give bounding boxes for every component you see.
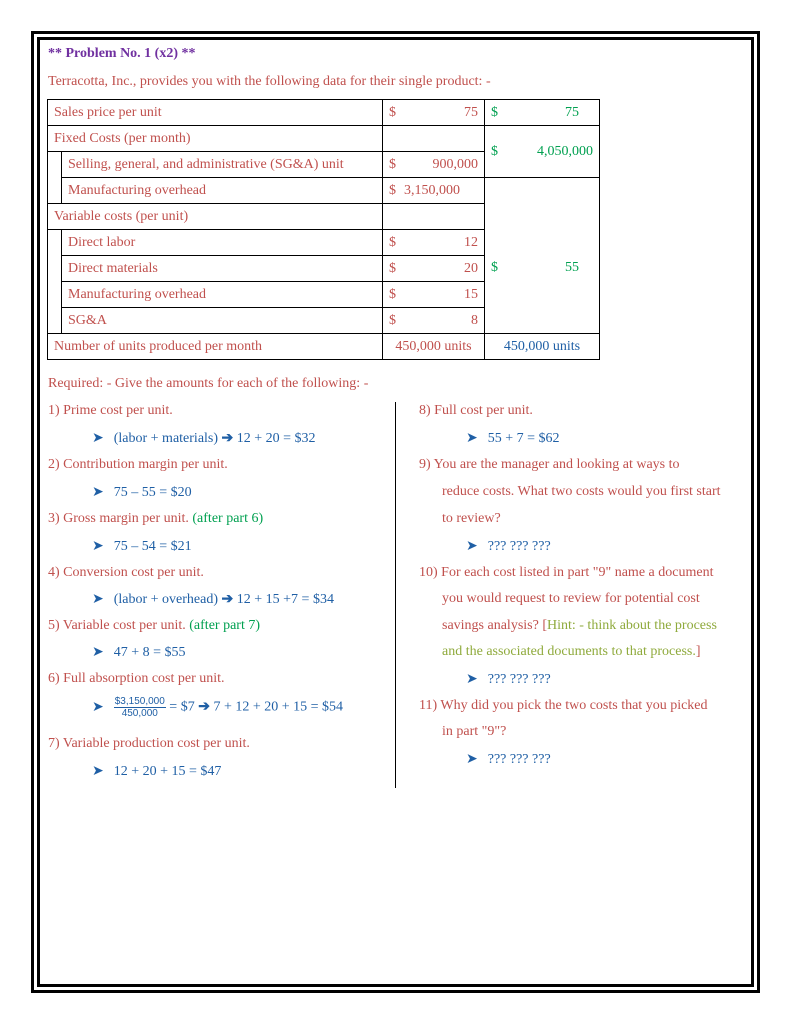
answer-11-text: ??? ??? ??? xyxy=(487,752,551,767)
direct-labor-value: 12 xyxy=(464,234,478,250)
sga-fixed-value: 900,000 xyxy=(432,156,478,172)
answer-2-text: 75 – 55 = $20 xyxy=(113,485,192,500)
currency: $ xyxy=(491,260,498,276)
right-arrow-icon: ➔ xyxy=(198,699,210,715)
units-total: 450,000 units xyxy=(485,334,600,360)
sga-fixed-label: Selling, general, and administrative (SG&A) unit xyxy=(62,152,383,178)
question-11-line-2: in part "9"? xyxy=(442,724,507,739)
mfg-fixed-value: 3,150,000 xyxy=(404,182,460,198)
sales-price-value: 75 xyxy=(464,104,478,120)
question-5-text: 5) Variable cost per unit. xyxy=(48,618,186,633)
fraction-denominator: 450,000 xyxy=(121,708,158,719)
fraction-numerator: $3,150,000 xyxy=(114,696,165,707)
table-row xyxy=(48,100,600,126)
answer-9-text: ??? ??? ??? xyxy=(487,539,551,554)
problem-title: ** Problem No. 1 (x2) ** xyxy=(48,46,196,61)
question-3-note: (after part 6) xyxy=(192,511,264,526)
mfg-variable-label: Manufacturing overhead xyxy=(62,282,383,308)
table-row xyxy=(48,178,600,204)
answer-10 xyxy=(466,671,551,688)
question-3 xyxy=(48,511,263,527)
answer-6-result: 7 + 12 + 20 + 15 = $54 xyxy=(213,699,344,715)
currency: $ xyxy=(389,312,396,328)
question-10-line-2: you would request to review for potential cost xyxy=(442,591,700,606)
cost-data-table xyxy=(47,99,600,360)
answer-8-text: 55 + 7 = $62 xyxy=(487,431,560,446)
answer-3-text: 75 – 54 = $21 xyxy=(113,539,192,554)
question-6: 6) Full absorption cost per unit. xyxy=(48,671,225,686)
sga-variable-label: SG&A xyxy=(62,308,383,334)
answer-7 xyxy=(92,763,221,780)
fixed-costs-header: Fixed Costs (per month) xyxy=(48,126,383,152)
table-row xyxy=(48,126,600,152)
units-label: Number of units produced per month xyxy=(48,334,383,360)
arrowhead-bullet-icon: ➤ xyxy=(466,431,478,446)
answer-6 xyxy=(92,696,343,719)
answer-1 xyxy=(92,430,316,447)
question-7: 7) Variable production cost per unit. xyxy=(48,736,250,751)
arrowhead-bullet-icon: ➤ xyxy=(92,539,104,554)
variable-costs-header: Variable costs (per unit) xyxy=(48,204,383,230)
question-11-line-1: 11) Why did you pick the two costs that you picked xyxy=(419,698,708,713)
question-4: 4) Conversion cost per unit. xyxy=(48,565,204,580)
answer-5-text: 47 + 8 = $55 xyxy=(113,645,186,660)
intro-text: Terracotta, Inc., provides you with the following data for their single product: - xyxy=(48,74,491,89)
mfg-fixed-label: Manufacturing overhead xyxy=(62,178,383,204)
answer-5 xyxy=(92,644,186,661)
question-10-line-3 xyxy=(442,618,717,634)
answer-10-text: ??? ??? ??? xyxy=(487,672,551,687)
question-3-text: 3) Gross margin per unit. xyxy=(48,511,189,526)
question-5 xyxy=(48,618,260,634)
question-10-bracket: ] xyxy=(695,644,701,659)
arrowhead-bullet-icon: ➤ xyxy=(92,431,104,446)
question-10-text: savings analysis? [ xyxy=(442,618,547,633)
answer-4-formula: (labor + overhead) xyxy=(113,592,219,607)
question-10-hint-cont: and the associated documents to that process. xyxy=(442,644,696,659)
question-10-hint: Hint: - think about the process xyxy=(546,618,717,633)
arrowhead-bullet-icon: ➤ xyxy=(466,672,478,687)
answer-11 xyxy=(466,751,551,768)
sga-variable-value: 8 xyxy=(471,312,478,328)
right-arrow-icon: ➔ xyxy=(221,431,234,446)
question-9-line-3: to review? xyxy=(442,511,501,526)
currency: $ xyxy=(389,104,396,120)
answer-8 xyxy=(466,430,560,447)
table-row xyxy=(48,204,600,230)
currency: $ xyxy=(389,156,396,172)
currency: $ xyxy=(389,182,396,198)
fixed-cost-total: 4,050,000 xyxy=(537,143,593,159)
arrowhead-bullet-icon: ➤ xyxy=(466,539,478,554)
units-value: 450,000 units xyxy=(383,334,485,360)
answer-4-result: 12 + 15 +7 = $34 xyxy=(236,592,334,607)
arrowhead-bullet-icon: ➤ xyxy=(92,485,104,500)
arrowhead-bullet-icon: ➤ xyxy=(92,764,104,779)
answer-9 xyxy=(466,538,551,555)
question-2: 2) Contribution margin per unit. xyxy=(48,457,228,472)
arrowhead-bullet-icon: ➤ xyxy=(466,752,478,767)
answer-1-result: 12 + 20 = $32 xyxy=(236,431,316,446)
mfg-variable-value: 15 xyxy=(464,286,478,302)
right-arrow-icon: ➔ xyxy=(221,592,234,607)
answer-3 xyxy=(92,538,192,555)
answer-1-formula: (labor + materials) xyxy=(113,431,219,446)
question-1: 1) Prime cost per unit. xyxy=(48,403,173,418)
direct-materials-value: 20 xyxy=(464,260,478,276)
sales-price-total: 75 xyxy=(565,104,579,120)
question-9-line-2: reduce costs. What two costs would you first start xyxy=(442,484,721,499)
question-8: 8) Full cost per unit. xyxy=(419,403,533,418)
arrowhead-bullet-icon: ➤ xyxy=(92,699,104,715)
answer-6-part: = $7 xyxy=(169,699,195,715)
currency: $ xyxy=(389,234,396,250)
answer-2 xyxy=(92,484,192,501)
arrowhead-bullet-icon: ➤ xyxy=(92,592,104,607)
currency: $ xyxy=(491,143,498,159)
arrowhead-bullet-icon: ➤ xyxy=(92,645,104,660)
fraction xyxy=(114,696,166,719)
answer-4 xyxy=(92,591,334,608)
table-row xyxy=(48,334,600,360)
question-10-line-4 xyxy=(442,644,701,660)
currency: $ xyxy=(389,260,396,276)
column-divider xyxy=(395,402,396,788)
currency: $ xyxy=(491,104,498,120)
question-10-line-1: 10) For each cost listed in part "9" name a document xyxy=(419,565,714,580)
currency: $ xyxy=(389,286,396,302)
question-9-line-1: 9) You are the manager and looking at ways to xyxy=(419,457,680,472)
question-5-note: (after part 7) xyxy=(189,618,260,633)
answer-7-text: 12 + 20 + 15 = $47 xyxy=(113,764,222,779)
direct-labor-label: Direct labor xyxy=(62,230,383,256)
required-text: Required: - Give the amounts for each of the following: - xyxy=(48,376,369,391)
sales-price-label: Sales price per unit xyxy=(48,100,383,126)
direct-materials-label: Direct materials xyxy=(62,256,383,282)
variable-cost-total: 55 xyxy=(565,260,579,276)
